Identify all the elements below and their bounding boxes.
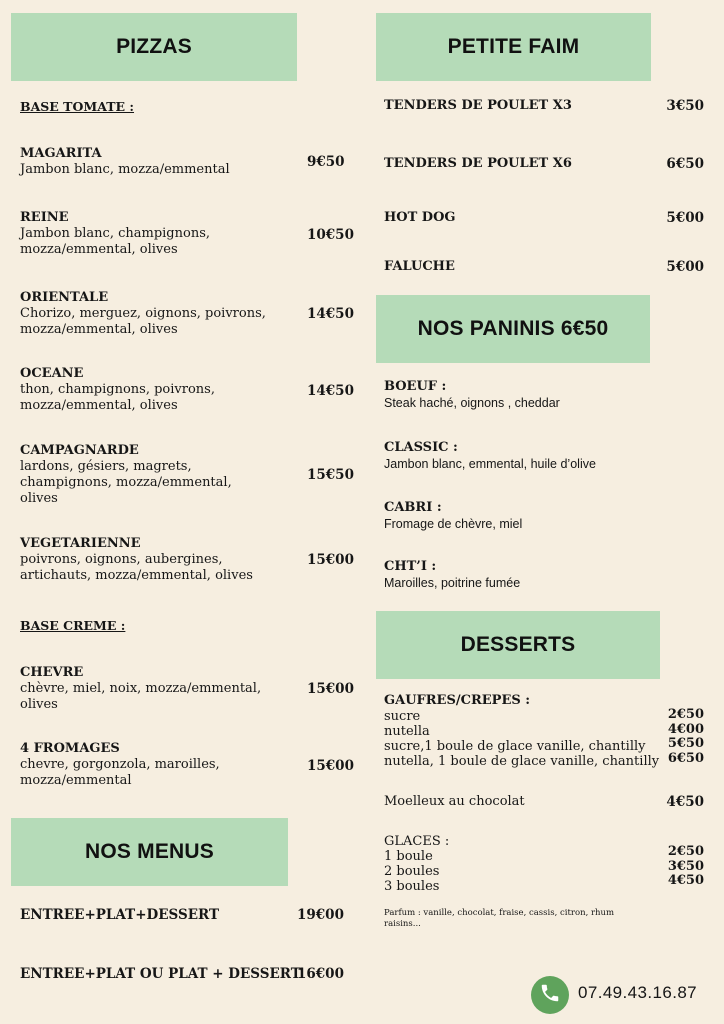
- menu-price: 19€00: [297, 907, 344, 923]
- panini-name: CHT’I :: [384, 559, 437, 574]
- item-name: TENDERS DE POULET X3: [384, 98, 572, 113]
- base-creme-heading: BASE CREME :: [20, 618, 126, 633]
- pizza-item-reine: [20, 210, 210, 258]
- desserts-title: DESSERTS: [460, 633, 576, 656]
- glace-item: 2 boules: [384, 864, 440, 879]
- pizza-price: 14€50: [307, 383, 354, 399]
- pizza-price: 15€00: [307, 552, 354, 568]
- paninis-banner: [376, 295, 650, 363]
- pizza-item-oceane: [20, 366, 215, 414]
- pizza-name: OCEANE: [20, 366, 84, 381]
- pizza-name: ORIENTALE: [20, 290, 109, 305]
- panini-name: CLASSIC :: [384, 440, 458, 455]
- petite-faim-title: PETITE FAIM: [447, 35, 580, 58]
- pizza-desc: Jambon blanc, mozza/emmental: [20, 162, 230, 177]
- pizza-name: CAMPAGNARDE: [20, 443, 139, 458]
- paninis-title: NOS PANINIS 6€50: [417, 317, 609, 340]
- menu-item: [20, 966, 301, 982]
- petite-faim-item: [384, 210, 704, 225]
- pizza-price: 14€50: [307, 306, 354, 322]
- pizza-desc: chevre, gorgonzola, maroilles, mozza/emmental: [20, 757, 220, 788]
- menu-item: [20, 907, 219, 923]
- gaufres-prices: [662, 708, 704, 766]
- desserts-banner: [376, 611, 660, 679]
- panini-item-chti: [384, 558, 520, 591]
- panini-name: CABRI :: [384, 500, 442, 515]
- petite-faim-item: [384, 259, 704, 274]
- panini-item-classic: [384, 439, 596, 472]
- base-tomate-heading: BASE TOMATE :: [20, 99, 135, 114]
- glace-price: 4€50: [667, 873, 704, 888]
- dessert-item: sucre,1 boule de glace vanille, chantilly: [384, 739, 646, 754]
- panini-item-cabri: [384, 499, 522, 532]
- pizza-desc: poivrons, oignons, aubergines, artichauts, mozza/emmental, olives: [20, 552, 253, 583]
- item-price: 5€00: [666, 259, 704, 275]
- item-name: FALUCHE: [384, 259, 455, 274]
- pizza-item-4-fromages: [20, 741, 220, 789]
- pizza-item-vegetarienne: [20, 536, 253, 584]
- phone-badge[interactable]: [531, 976, 569, 1014]
- pizza-name: REINE: [20, 210, 69, 225]
- dessert-item: nutella: [384, 724, 430, 739]
- dessert-price: 4€00: [667, 721, 704, 737]
- pizza-desc: lardons, gésiers, magrets, champignons, mozza/emmental, olives: [20, 459, 232, 506]
- petite-faim-item: [384, 156, 704, 171]
- glace-item: 1 boule: [384, 849, 433, 864]
- dessert-price: 2€50: [667, 707, 704, 722]
- item-name: TENDERS DE POULET X6: [384, 156, 572, 171]
- item-name: HOT DOG: [384, 210, 456, 225]
- pizza-price: 15€00: [307, 681, 354, 697]
- dessert-item: sucre: [384, 709, 421, 724]
- pizza-desc: Chorizo, merguez, oignons, poivrons, mozza/emmental, olives: [20, 306, 266, 337]
- pizzas-title: PIZZAS: [116, 35, 192, 58]
- pizza-desc: thon, champignons, poivrons, mozza/emmental, olives: [20, 382, 215, 413]
- petite-faim-banner: [376, 13, 651, 81]
- glaces-heading: GLACES :: [384, 834, 450, 849]
- item-price: 6€50: [666, 156, 704, 172]
- pizzas-banner: [11, 13, 297, 81]
- pizza-desc: chèvre, miel, noix, mozza/emmental, olives: [20, 681, 262, 712]
- pizza-item-orientale: [20, 290, 266, 338]
- parfum-note: Parfum : vanille, chocolat, fraise, cassis, citron, rhum raisins...: [384, 908, 615, 929]
- panini-desc: Steak haché, oignons , cheddar: [384, 396, 560, 410]
- panini-desc: Jambon blanc, emmental, huile d’olive: [384, 457, 596, 471]
- pizza-name: MAGARITA: [20, 146, 102, 161]
- pizza-name: 4 FROMAGES: [20, 741, 120, 756]
- gaufres-list: [384, 709, 659, 769]
- panini-item-boeuf: [384, 378, 560, 411]
- pizza-price: 15€50: [307, 467, 354, 483]
- glace-price: 3€50: [667, 858, 704, 874]
- menus-title: NOS MENUS: [85, 840, 214, 863]
- dessert-item: Moelleux au chocolat: [384, 794, 525, 809]
- moelleux-row: [384, 794, 704, 809]
- pizza-name: CHEVRE: [20, 665, 84, 680]
- phone-icon: [539, 982, 561, 1008]
- pizza-desc: Jambon blanc, champignons, mozza/emmental, olives: [20, 226, 210, 257]
- panini-desc: Fromage de chèvre, miel: [384, 517, 523, 531]
- pizza-price: 9€50: [307, 154, 345, 170]
- gaufres-heading: GAUFRES/CREPES :: [384, 693, 531, 708]
- petite-faim-item: [384, 98, 704, 113]
- pizza-price: 10€50: [307, 227, 354, 243]
- menus-banner: [11, 818, 288, 886]
- dessert-price: 5€50: [667, 736, 704, 751]
- pizza-item-chevre: [20, 665, 261, 713]
- dessert-item: nutella, 1 boule de glace vanille, chantilly: [384, 754, 660, 769]
- pizza-name: VEGETARIENNE: [20, 536, 141, 551]
- menu-name: ENTREE+PLAT+DESSERT: [20, 907, 220, 923]
- menu-price: 16€00: [297, 966, 344, 982]
- glace-price: 2€50: [667, 844, 704, 859]
- glace-item: 3 boules: [384, 879, 440, 894]
- phone-number[interactable]: 07.49.43.16.87: [578, 983, 698, 1002]
- pizza-item-margarita: [20, 146, 230, 178]
- pizza-price: 15€00: [307, 758, 354, 774]
- item-price: 5€00: [666, 210, 704, 226]
- pizza-item-campagnarde: [20, 443, 232, 507]
- panini-desc: Maroilles, poitrine fumée: [384, 576, 521, 590]
- glaces-list: [384, 849, 439, 894]
- menu-name: ENTREE+PLAT OU PLAT + DESSERT: [20, 966, 301, 982]
- dessert-price: 6€50: [667, 750, 704, 766]
- dessert-price: 4€50: [666, 794, 704, 810]
- panini-name: BOEUF :: [384, 379, 447, 394]
- item-price: 3€50: [666, 98, 704, 114]
- glaces-prices: [662, 845, 704, 889]
